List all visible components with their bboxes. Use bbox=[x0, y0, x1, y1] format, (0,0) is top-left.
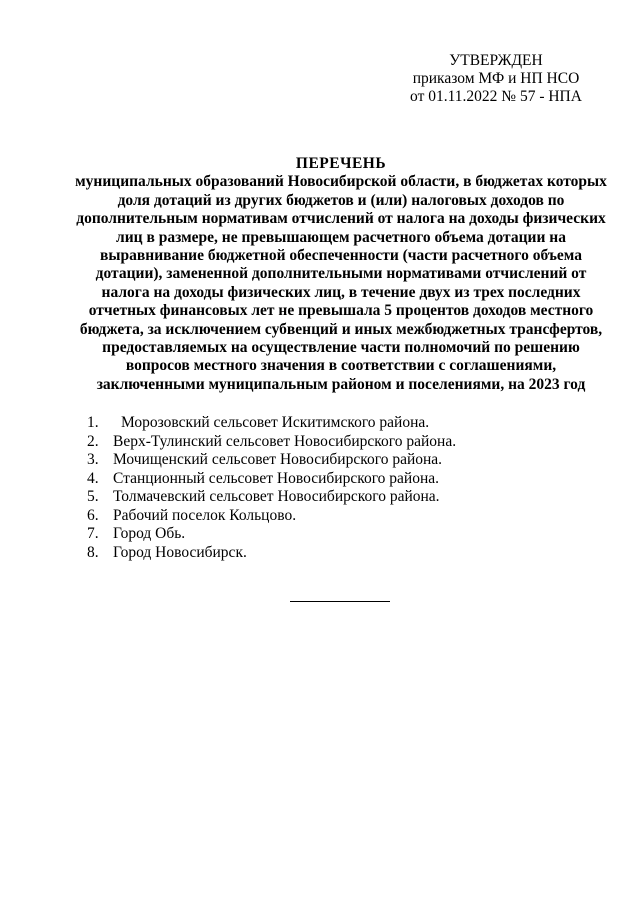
approval-status: УТВЕРЖДЕН bbox=[449, 52, 543, 69]
list-item bbox=[87, 507, 456, 526]
list-item-text: Рабочий поселок Кольцово. bbox=[113, 506, 297, 524]
document-heading: ПЕРЕЧЕНЬ bbox=[295, 155, 387, 172]
list-item bbox=[87, 433, 456, 452]
document-title-block bbox=[70, 155, 612, 394]
list-item-number: 1. bbox=[87, 414, 99, 431]
list-item bbox=[87, 414, 456, 433]
list-item-number: 2. bbox=[87, 432, 99, 450]
list-item bbox=[87, 470, 456, 489]
list-item bbox=[87, 525, 456, 544]
approval-date-number: от 01.11.2022 № 57 - НПА bbox=[410, 88, 582, 105]
list-item-number: 5. bbox=[87, 488, 99, 505]
list-item-number: 7. bbox=[87, 525, 99, 542]
list-item bbox=[87, 544, 456, 563]
list-item-text: Станционный сельсовет Новосибирского района. bbox=[113, 469, 440, 487]
list-item-number: 6. bbox=[87, 506, 99, 524]
list-item-text: Мочищенский сельсовет Новосибирского района. bbox=[113, 451, 443, 468]
list-item-number: 4. bbox=[87, 469, 99, 487]
closing-rule-divider bbox=[290, 601, 390, 602]
list-item-number: 3. bbox=[87, 451, 99, 468]
list-item-text: Верх-Тулинский сельсовет Новосибирского района. bbox=[113, 432, 457, 450]
list-item bbox=[87, 451, 456, 470]
approval-stamp bbox=[396, 52, 596, 106]
document-subheading: муниципальных образований Новосибирской области, в бюджетах которых доля дотаций из других бюджетов и (или) налоговых доходов по дополнительным нормативам отчислений от налога на доходы физических лиц в размере, не превышающем расчетного объема дотации на выравнивание бюджетной обеспеченности (части расчетного объема дотации), замененной дополнительными нормативами отчислений от налога на доходы физических лиц, в течение двух из трех последних отчетных финансовых лет не превышала 5 процентов доходов местного бюджета, за исключением субвенций и иных межбюджетных трансфертов, предоставляемых на осуществление части полномочий по решению вопросов местного значения в соответствии с соглашениями, заключенными муниципальным районом и поселениями, на 2023 год bbox=[75, 173, 607, 393]
list-item bbox=[87, 488, 456, 507]
list-item-text: Город Обь. bbox=[113, 525, 186, 542]
approval-order: приказом МФ и НП НСО bbox=[412, 70, 580, 87]
list-item-number: 8. bbox=[87, 543, 99, 561]
list-item-text: Толмачевский сельсовет Новосибирского района. bbox=[113, 488, 440, 505]
municipality-list bbox=[87, 414, 456, 562]
list-item-text: Морозовский сельсовет Искитимского района. bbox=[121, 414, 430, 431]
list-item-text: Город Новосибирск. bbox=[113, 543, 247, 561]
